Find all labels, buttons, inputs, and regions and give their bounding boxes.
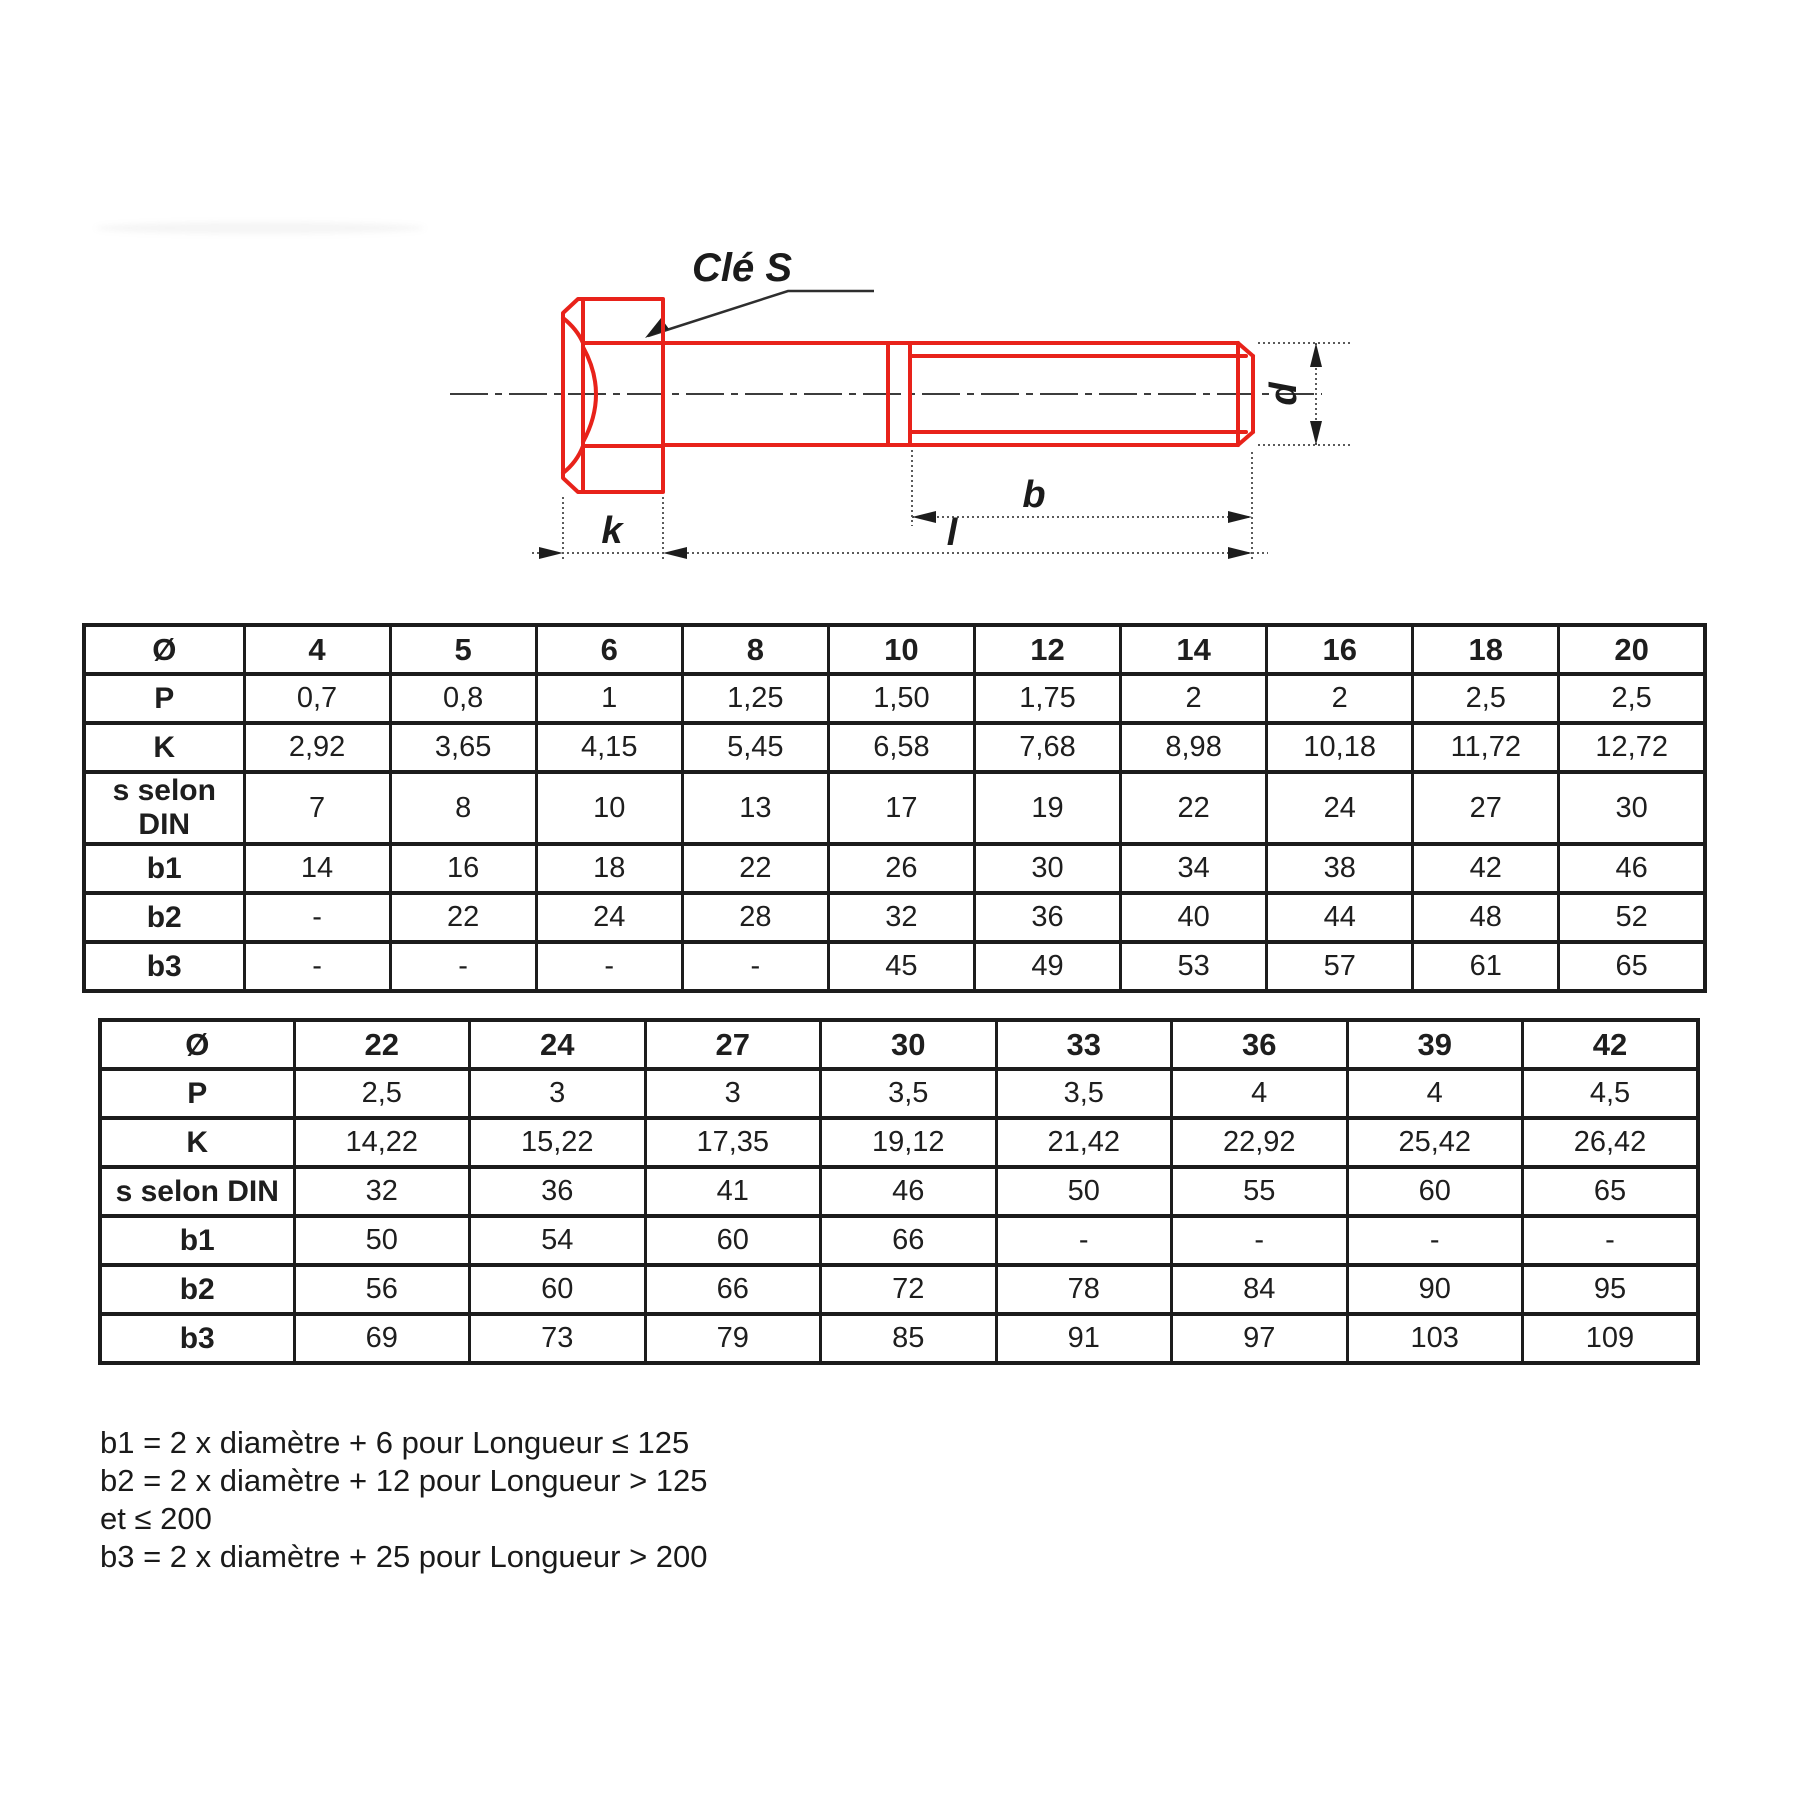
column-header-cell: 14 bbox=[1121, 625, 1267, 674]
value-cell: 45 bbox=[828, 942, 974, 991]
column-header-cell: 16 bbox=[1267, 625, 1413, 674]
value-cell: 5,45 bbox=[682, 723, 828, 772]
value-cell: 50 bbox=[294, 1216, 470, 1265]
value-cell: - bbox=[536, 942, 682, 991]
value-cell: 12,72 bbox=[1559, 723, 1705, 772]
value-cell: 60 bbox=[470, 1265, 646, 1314]
footnote-line: b2 = 2 x diamètre + 12 pour Longueur > 125 bbox=[100, 1463, 708, 1498]
value-cell: 18 bbox=[536, 844, 682, 893]
value-cell: 30 bbox=[974, 844, 1120, 893]
row-label-cell: s selon DIN bbox=[84, 772, 244, 844]
value-cell: 2 bbox=[1267, 674, 1413, 723]
value-cell: 46 bbox=[1559, 844, 1705, 893]
value-cell: - bbox=[1347, 1216, 1523, 1265]
value-cell: 72 bbox=[821, 1265, 997, 1314]
column-header-cell: 30 bbox=[821, 1020, 997, 1069]
value-cell: 8,98 bbox=[1121, 723, 1267, 772]
value-cell: - bbox=[1523, 1216, 1699, 1265]
table-row bbox=[84, 723, 1705, 772]
value-cell: 60 bbox=[1347, 1167, 1523, 1216]
value-cell: 0,8 bbox=[390, 674, 536, 723]
thread-length-label: b bbox=[1022, 474, 1046, 516]
value-cell: 95 bbox=[1523, 1265, 1699, 1314]
value-cell: 24 bbox=[536, 893, 682, 942]
bolt-head-arc-bottom bbox=[563, 446, 583, 473]
value-cell: 22,92 bbox=[1172, 1118, 1348, 1167]
table-row bbox=[100, 1265, 1698, 1314]
column-header-cell: 18 bbox=[1413, 625, 1559, 674]
wrench-leader-arrowhead bbox=[645, 318, 669, 338]
value-cell: - bbox=[244, 893, 390, 942]
table-row bbox=[84, 893, 1705, 942]
value-cell: 2 bbox=[1121, 674, 1267, 723]
value-cell: 66 bbox=[821, 1216, 997, 1265]
value-cell: 60 bbox=[645, 1216, 821, 1265]
value-cell: 11,72 bbox=[1413, 723, 1559, 772]
value-cell: 1,50 bbox=[828, 674, 974, 723]
value-cell: - bbox=[244, 942, 390, 991]
value-cell: 36 bbox=[974, 893, 1120, 942]
value-cell: - bbox=[390, 942, 536, 991]
value-cell: 48 bbox=[1413, 893, 1559, 942]
value-cell: 66 bbox=[645, 1265, 821, 1314]
value-cell: 91 bbox=[996, 1314, 1172, 1363]
column-header-cell: 4 bbox=[244, 625, 390, 674]
footnote-line: et ≤ 200 bbox=[100, 1501, 212, 1536]
value-cell: 54 bbox=[470, 1216, 646, 1265]
table-row bbox=[100, 1118, 1698, 1167]
value-cell: 14,22 bbox=[294, 1118, 470, 1167]
column-header-cell: 33 bbox=[996, 1020, 1172, 1069]
value-cell: 57 bbox=[1267, 942, 1413, 991]
value-cell: 24 bbox=[1267, 772, 1413, 844]
value-cell: 36 bbox=[470, 1167, 646, 1216]
value-cell: 32 bbox=[828, 893, 974, 942]
footnote-line: b3 = 2 x diamètre + 25 pour Longueur > 200 bbox=[100, 1539, 708, 1574]
value-cell: 1 bbox=[536, 674, 682, 723]
value-cell: 38 bbox=[1267, 844, 1413, 893]
value-cell: - bbox=[996, 1216, 1172, 1265]
value-cell: 21,42 bbox=[996, 1118, 1172, 1167]
value-cell: 1,25 bbox=[682, 674, 828, 723]
value-cell: 2,5 bbox=[294, 1069, 470, 1118]
value-cell: 25,42 bbox=[1347, 1118, 1523, 1167]
column-header-cell: 24 bbox=[470, 1020, 646, 1069]
row-label-cell: K bbox=[84, 723, 244, 772]
value-cell: 65 bbox=[1523, 1167, 1699, 1216]
dimension-table-small-diameters bbox=[82, 623, 1707, 993]
row-label-cell: b2 bbox=[100, 1265, 294, 1314]
value-cell: 10 bbox=[536, 772, 682, 844]
row-label-cell: Ø bbox=[84, 625, 244, 674]
value-cell: 22 bbox=[390, 893, 536, 942]
value-cell: 19 bbox=[974, 772, 1120, 844]
value-cell: 0,7 bbox=[244, 674, 390, 723]
value-cell: 46 bbox=[821, 1167, 997, 1216]
value-cell: 2,5 bbox=[1559, 674, 1705, 723]
value-cell: 90 bbox=[1347, 1265, 1523, 1314]
diameter-label: d bbox=[1263, 382, 1305, 406]
value-cell: 2,92 bbox=[244, 723, 390, 772]
value-cell: 3,5 bbox=[996, 1069, 1172, 1118]
value-cell: 4 bbox=[1347, 1069, 1523, 1118]
value-cell: 13 bbox=[682, 772, 828, 844]
column-header-cell: 39 bbox=[1347, 1020, 1523, 1069]
value-cell: 109 bbox=[1523, 1314, 1699, 1363]
value-cell: 26 bbox=[828, 844, 974, 893]
table-row bbox=[84, 942, 1705, 991]
column-header-cell: 12 bbox=[974, 625, 1120, 674]
value-cell: 97 bbox=[1172, 1314, 1348, 1363]
value-cell: 7,68 bbox=[974, 723, 1120, 772]
value-cell: 53 bbox=[1121, 942, 1267, 991]
bolt-head bbox=[563, 299, 663, 492]
value-cell: 6,58 bbox=[828, 723, 974, 772]
value-cell: 42 bbox=[1413, 844, 1559, 893]
value-cell: 52 bbox=[1559, 893, 1705, 942]
value-cell: 2,5 bbox=[1413, 674, 1559, 723]
value-cell: 32 bbox=[294, 1167, 470, 1216]
bolt-head-arc-top bbox=[563, 318, 583, 343]
table-row bbox=[100, 1216, 1698, 1265]
value-cell: 40 bbox=[1121, 893, 1267, 942]
value-cell: 79 bbox=[645, 1314, 821, 1363]
value-cell: 3 bbox=[645, 1069, 821, 1118]
head-height-label: k bbox=[601, 510, 623, 552]
value-cell: 17 bbox=[828, 772, 974, 844]
value-cell: 61 bbox=[1413, 942, 1559, 991]
value-cell: 73 bbox=[470, 1314, 646, 1363]
value-cell: 3 bbox=[470, 1069, 646, 1118]
value-cell: 30 bbox=[1559, 772, 1705, 844]
value-cell: 14 bbox=[244, 844, 390, 893]
column-header-cell: 36 bbox=[1172, 1020, 1348, 1069]
column-header-cell: 10 bbox=[828, 625, 974, 674]
value-cell: 84 bbox=[1172, 1265, 1348, 1314]
table-row bbox=[84, 844, 1705, 893]
value-cell: 69 bbox=[294, 1314, 470, 1363]
extension-lines bbox=[532, 343, 1350, 562]
table-row bbox=[100, 1020, 1698, 1069]
value-cell: 55 bbox=[1172, 1167, 1348, 1216]
column-header-cell: 42 bbox=[1523, 1020, 1699, 1069]
value-cell: 41 bbox=[645, 1167, 821, 1216]
value-cell: 22 bbox=[682, 844, 828, 893]
wrench-size-label: Clé S bbox=[691, 246, 793, 290]
value-cell: 4,15 bbox=[536, 723, 682, 772]
value-cell: 4 bbox=[1172, 1069, 1348, 1118]
row-label-cell: b3 bbox=[100, 1314, 294, 1363]
footnotes bbox=[100, 1424, 708, 1576]
value-cell: - bbox=[682, 942, 828, 991]
row-label-cell: b1 bbox=[84, 844, 244, 893]
row-label-cell: Ø bbox=[100, 1020, 294, 1069]
column-header-cell: 20 bbox=[1559, 625, 1705, 674]
value-cell: 78 bbox=[996, 1265, 1172, 1314]
column-header-cell: 8 bbox=[682, 625, 828, 674]
dimension-arrowheads bbox=[539, 343, 1322, 559]
column-header-cell: 27 bbox=[645, 1020, 821, 1069]
value-cell: 26,42 bbox=[1523, 1118, 1699, 1167]
value-cell: 50 bbox=[996, 1167, 1172, 1216]
column-header-cell: 22 bbox=[294, 1020, 470, 1069]
column-header-cell: 6 bbox=[536, 625, 682, 674]
value-cell: 19,12 bbox=[821, 1118, 997, 1167]
table-row bbox=[100, 1069, 1698, 1118]
footnote-line: b1 = 2 x diamètre + 6 pour Longueur ≤ 125 bbox=[100, 1425, 690, 1460]
table-row bbox=[84, 625, 1705, 674]
row-label-cell: P bbox=[84, 674, 244, 723]
value-cell: 22 bbox=[1121, 772, 1267, 844]
value-cell: 3,65 bbox=[390, 723, 536, 772]
value-cell: 1,75 bbox=[974, 674, 1120, 723]
value-cell: 34 bbox=[1121, 844, 1267, 893]
row-label-cell: P bbox=[100, 1069, 294, 1118]
row-label-cell: K bbox=[100, 1118, 294, 1167]
value-cell: 85 bbox=[821, 1314, 997, 1363]
value-cell: 3,5 bbox=[821, 1069, 997, 1118]
value-cell: 4,5 bbox=[1523, 1069, 1699, 1118]
table-row bbox=[100, 1167, 1698, 1216]
length-label: l bbox=[946, 512, 958, 554]
table-row bbox=[100, 1314, 1698, 1363]
wrench-leader-line bbox=[648, 291, 874, 336]
value-cell: 65 bbox=[1559, 942, 1705, 991]
value-cell: 27 bbox=[1413, 772, 1559, 844]
value-cell: 8 bbox=[390, 772, 536, 844]
value-cell: 44 bbox=[1267, 893, 1413, 942]
value-cell: 15,22 bbox=[470, 1118, 646, 1167]
value-cell: 16 bbox=[390, 844, 536, 893]
table-row bbox=[84, 674, 1705, 723]
dimension-table-large-diameters bbox=[98, 1018, 1700, 1365]
row-label-cell: b1 bbox=[100, 1216, 294, 1265]
row-label-cell: b2 bbox=[84, 893, 244, 942]
value-cell: 17,35 bbox=[645, 1118, 821, 1167]
table-row bbox=[84, 772, 1705, 844]
value-cell: 49 bbox=[974, 942, 1120, 991]
row-label-cell: b3 bbox=[84, 942, 244, 991]
bolt-technical-drawing bbox=[0, 0, 1794, 610]
row-label-cell: s selon DIN bbox=[100, 1167, 294, 1216]
value-cell: 10,18 bbox=[1267, 723, 1413, 772]
column-header-cell: 5 bbox=[390, 625, 536, 674]
value-cell: 28 bbox=[682, 893, 828, 942]
value-cell: 7 bbox=[244, 772, 390, 844]
value-cell: 56 bbox=[294, 1265, 470, 1314]
value-cell: - bbox=[1172, 1216, 1348, 1265]
value-cell: 103 bbox=[1347, 1314, 1523, 1363]
